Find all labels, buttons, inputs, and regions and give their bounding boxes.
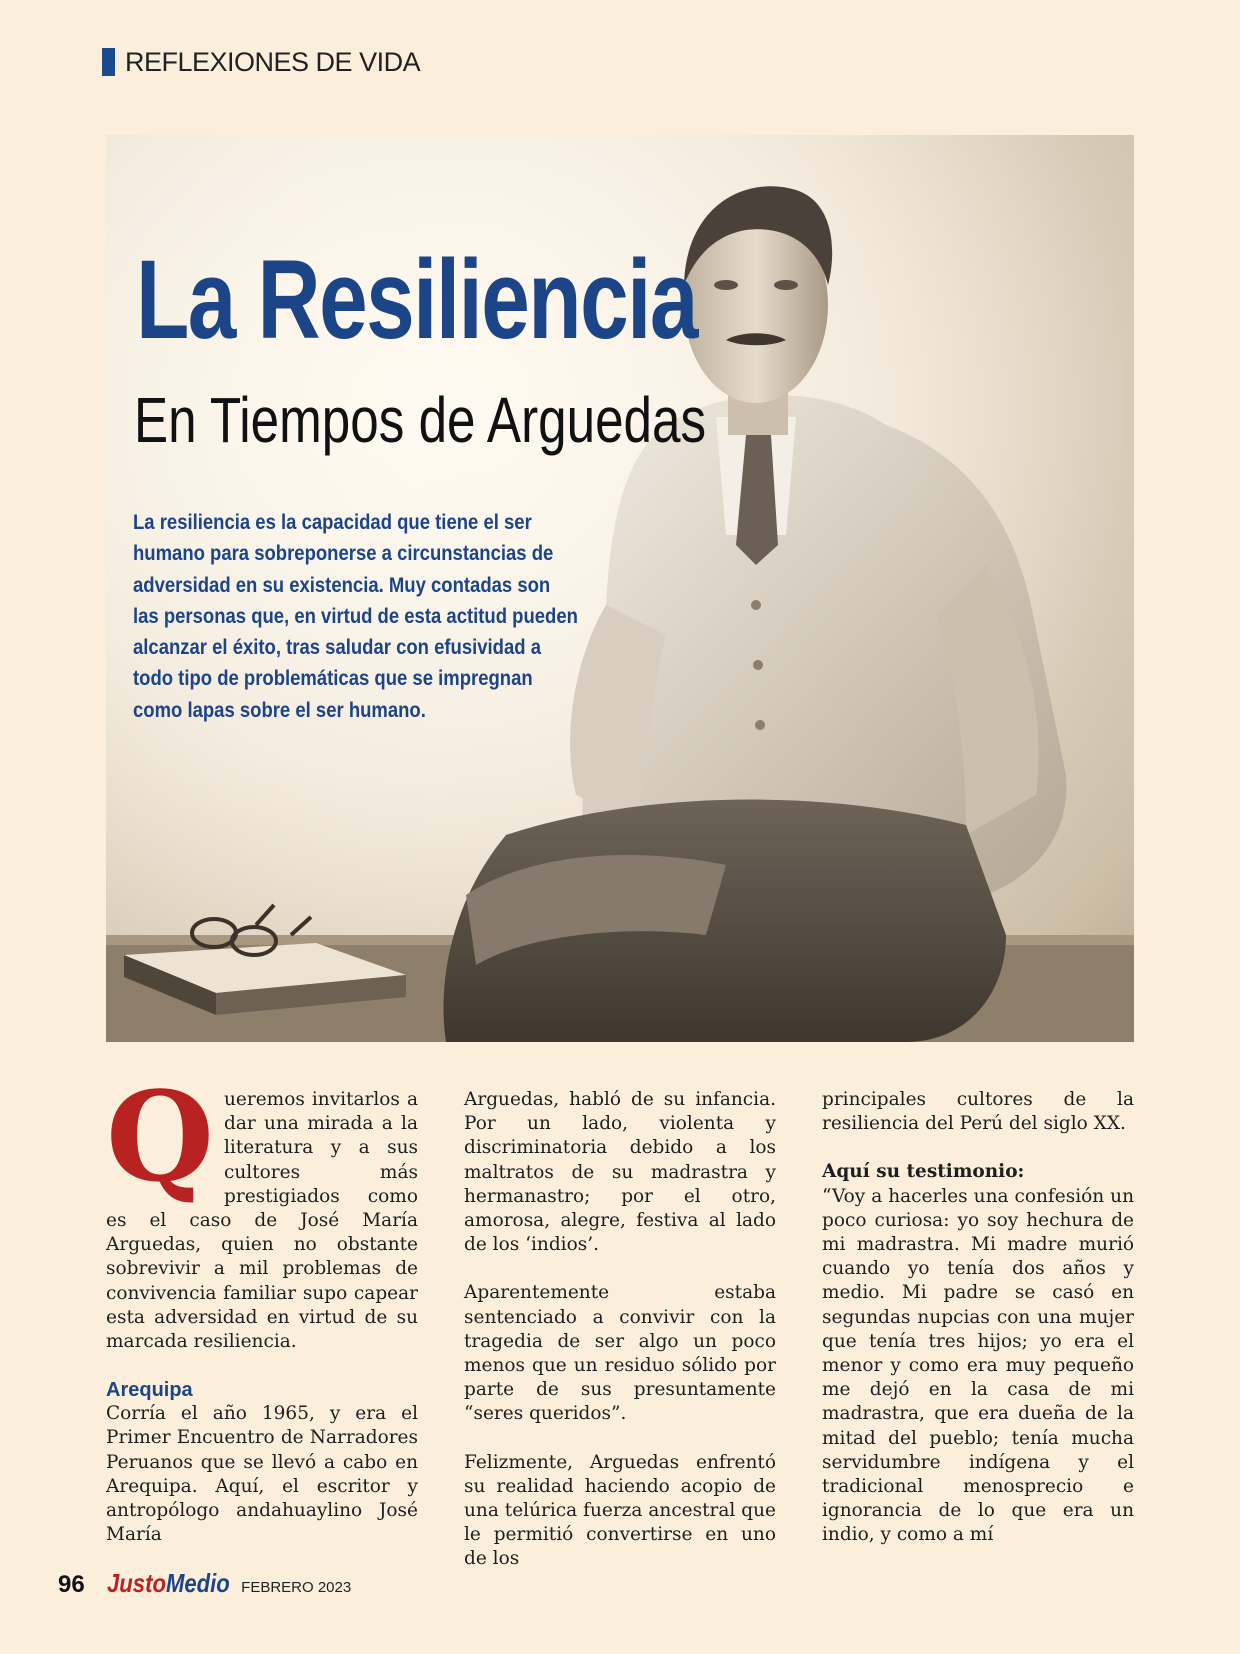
section-header	[102, 48, 420, 76]
article-paragraph: Aparentemente estaba sentenciado a convivir con la tragedia de ser algo un poco menos que un residuo sólido por parte de sus presuntamente “seres queridos”.	[464, 1282, 776, 1425]
paragraph-text: Corría el año 1965, y era el Primer Encuentro de Narradores Peruanos que se llevó a cabo en Arequipa. Aquí, el escritor y antropólogo andahuaylino José María	[106, 1403, 418, 1546]
article-column-3	[822, 1088, 1134, 1572]
issue-date: FEBRERO 2023	[241, 1579, 352, 1596]
article-paragraph: Arguedas, habló de su infancia. Por un lado, violenta y discriminatoria debido a los maltratos de su madrastra y hermanastro; por el otro, amorosa, alegre, festiva al lado de los ‘indios’.	[464, 1089, 776, 1256]
article-paragraph: principales cultores de la resiliencia del Perú del siglo XX.	[822, 1089, 1134, 1135]
drop-cap: Q	[106, 1065, 215, 1210]
page-footer	[58, 1568, 351, 1604]
article-paragraph	[106, 1378, 418, 1547]
article-paragraph: Felizmente, Arguedas enfrentó su realidad haciendo acopio de una telúrica fuerza ancestral que le permitió convertirse en uno de los	[464, 1451, 776, 1570]
article-column-2	[464, 1088, 776, 1596]
hero-banner	[106, 135, 1134, 1042]
article-subtitle: En Tiempos de Arguedas	[134, 384, 707, 456]
article-paragraph	[106, 1065, 418, 1354]
paragraph-text: ueremos invitarlos a dar una mirada a la literatura y a sus cultores más prestigiados como es el caso de José María Arguedas, quien no obstante sobrevivir a mil problemas de convivencia familiar supo capear esta adversidad en virtud de su marcada resiliencia.	[106, 1089, 418, 1353]
article-column-1	[106, 1065, 418, 1571]
article-title: La Resiliencia	[136, 237, 697, 362]
subheading-arequipa: Arequipa	[106, 1379, 193, 1402]
section-marker	[102, 48, 115, 76]
article-paragraph	[822, 1160, 1134, 1547]
magazine-logo: JustoMedio	[106, 1568, 230, 1598]
page-number: 96	[58, 1571, 85, 1598]
paragraph-text: “Voy a hacerles una confesión un poco curiosa: yo soy hechura de mi madrastra. Mi madre murió cuando yo tenía dos años y medio. Mi padre se casó en segundas nupcias con una mujer que tenía tres hijos; yo era el menor y como era muy pequeño me dejó en la casa de mi madrastra, que era dueña de la mitad del pueblo; tenía mucha servidumbre indígena y el tradicional menosprecio e ignorancia de lo que era un indio, y como a mí	[822, 1185, 1134, 1546]
subheading-testimonio: Aquí su testimonio:	[822, 1161, 1025, 1183]
article-intro: La resiliencia es la capacidad que tiene el ser humano para sobreponerse a circunstancias de adversidad en su existencia. Muy contadas son las personas que, en virtud de esta actitud pueden alcanzar el éxito, tras saludar con efusividad a todo tipo de problemáticas que se impregnan como lapas sobre el ser humano.	[133, 510, 578, 722]
section-label: REFLEXIONES DE VIDA	[125, 46, 421, 77]
